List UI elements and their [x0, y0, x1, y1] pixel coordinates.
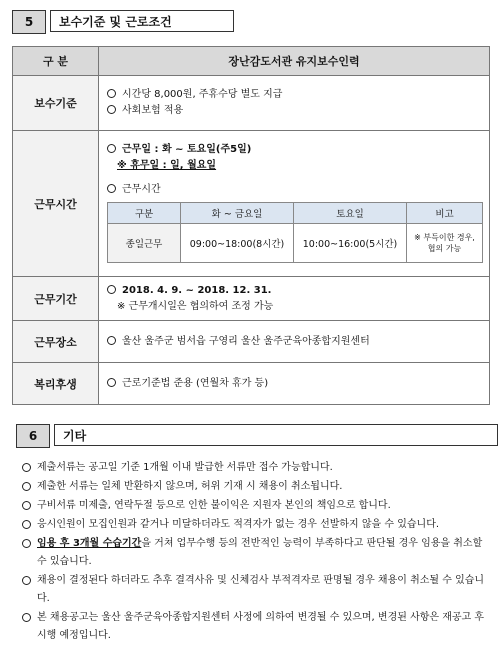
circle-bullet-icon: [22, 539, 31, 548]
circle-bullet-icon: [22, 463, 31, 472]
section-6-number: 6: [16, 424, 50, 448]
label-welfare: 복리후생: [13, 363, 99, 405]
sub-cell-remarks: ※ 부득이한 경우, 협의 가능: [407, 224, 483, 263]
sub-header-weekday: 화 ~ 금요일: [181, 203, 294, 224]
row-welfare: [13, 363, 490, 405]
section-5-number: 5: [12, 10, 46, 34]
circle-bullet-icon: [22, 501, 31, 510]
circle-bullet-icon: [22, 576, 31, 585]
circle-bullet-icon: [107, 89, 116, 98]
sub-header-type: 구분: [108, 203, 181, 224]
pay-line-2: 사회보험 적용: [122, 105, 184, 116]
worktime-line: 근무시간: [122, 184, 161, 195]
section-5-header: [12, 10, 234, 34]
content-pay: [99, 76, 490, 131]
sub-cell-type: 종일근무: [108, 224, 181, 263]
list-item: 응시인원이 모집인원과 같거나 미달하더라도 적격자가 없는 경우 선발하지 않을 수 있습니다.: [22, 516, 492, 534]
header-category: 구 분: [13, 47, 99, 76]
circle-bullet-icon: [107, 285, 116, 294]
sub-cell-weekday: 09:00~18:00(8시간): [181, 224, 294, 263]
section-5-title: 보수기준 및 근로조건: [50, 10, 234, 32]
circle-bullet-icon: [107, 336, 116, 345]
probation-emphasis: 임용 후 3개월 수습기간: [37, 538, 142, 549]
subtable-header-row: [108, 203, 483, 224]
label-period: 근무기간: [13, 277, 99, 321]
content-period: [99, 277, 490, 321]
subtable-row: [108, 224, 483, 263]
list-item: 채용이 결정된다 하더라도 추후 결격사유 및 신체검사 부적격자로 판명될 경우 채용이 취소될 수 있습니다.: [22, 572, 492, 608]
list-item: 제출서류는 공고일 기준 1개월 이내 발급한 서류만 접수 가능합니다.: [22, 459, 492, 477]
welfare-line: 근로기준법 준용 (연월차 휴가 등): [122, 377, 269, 389]
circle-bullet-icon: [107, 184, 116, 193]
conditions-table: [12, 46, 490, 405]
period-line-2: ※ 근무개시일은 협의하여 조정 가능: [117, 300, 274, 312]
section-6-title: 기타: [54, 424, 498, 446]
section-6-header: [16, 424, 498, 448]
list-item: 임용 후 3개월 수습기간을 거쳐 업무수행 등의 전반적인 능력이 부족하다고 판단될 경우 임용을 취소할 수 있습니다.: [22, 535, 492, 571]
circle-bullet-icon: [107, 378, 116, 387]
list-item: 구비서류 미제출, 연락두절 등으로 인한 불이익은 지원자 본인의 책임으로 합니다.: [22, 497, 492, 515]
list-item: 제출한 서류는 일체 반환하지 않으며, 허위 기재 시 채용이 취소됩니다.: [22, 478, 492, 496]
content-hours: [99, 131, 490, 277]
place-line: 울산 울주군 범서읍 구영리 울산 울주군육아종합지원센터: [122, 335, 370, 347]
circle-bullet-icon: [107, 144, 116, 153]
list-item: 본 채용공고는 울산 울주군육아종합지원센터 사정에 의하여 변경될 수 있으며, 변경된 사항은 재공고 후 시행 예정입니다.: [22, 609, 492, 645]
circle-bullet-icon: [22, 520, 31, 529]
label-place: 근무장소: [13, 321, 99, 363]
header-position: 장난감도서관 유지보수인력: [99, 47, 490, 76]
label-pay: 보수기준: [13, 76, 99, 131]
row-place: [13, 321, 490, 363]
content-welfare: [99, 363, 490, 405]
notes-list: [22, 459, 492, 646]
workday-line: 근무일 : 화 ~ 토요일(주5일): [122, 144, 252, 155]
hours-subtable: [107, 202, 483, 263]
pay-line-1: 시간당 8,000원, 주휴수당 별도 지급: [122, 89, 283, 100]
sub-header-remarks: 비고: [407, 203, 483, 224]
sub-header-saturday: 토요일: [294, 203, 407, 224]
label-hours: 근무시간: [13, 131, 99, 277]
content-place: [99, 321, 490, 363]
sub-cell-saturday: 10:00~16:00(5시간): [294, 224, 407, 263]
holiday-line: ※ 휴무일 : 일, 월요일: [117, 160, 217, 171]
circle-bullet-icon: [22, 482, 31, 491]
table-header-row: [13, 47, 490, 76]
circle-bullet-icon: [22, 613, 31, 622]
period-line-1: 2018. 4. 9. ~ 2018. 12. 31.: [122, 284, 272, 296]
row-period: [13, 277, 490, 321]
circle-bullet-icon: [107, 105, 116, 114]
row-pay: [13, 76, 490, 131]
row-hours: [13, 131, 490, 277]
